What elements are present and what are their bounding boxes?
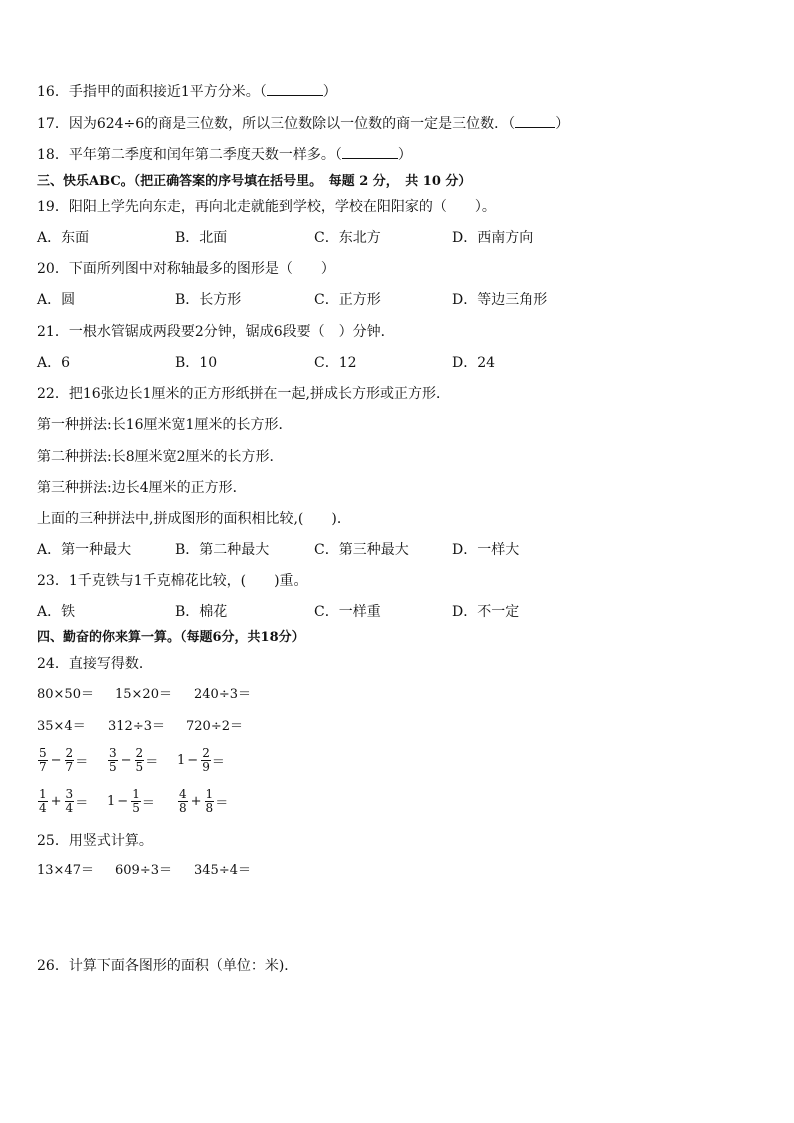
q20-option-a[interactable]: A．圆 <box>37 292 76 308</box>
q19-option-c[interactable]: C．东北方 <box>314 230 381 246</box>
q20-option-c[interactable]: C．正方形 <box>314 292 381 308</box>
q19-option-d[interactable]: D．西南方向 <box>452 230 534 246</box>
q19-option-a[interactable]: A．东面 <box>37 230 90 246</box>
q23-option-d[interactable]: D．不一定 <box>452 604 520 620</box>
q22-option-b[interactable]: B．第二种最大 <box>175 542 270 558</box>
calc-item: 80×50＝ <box>37 687 94 702</box>
q23-option-a[interactable]: A．铁 <box>37 604 76 620</box>
calc-item: 35×4＝ <box>37 719 86 734</box>
fraction-expression: 1 − $\frac{2}{9}$ ＝ <box>177 746 225 774</box>
q22-method-1: 第一种拼法:长16厘米宽1厘米的长方形． <box>37 417 293 433</box>
q22-method-2: 第二种拼法:长8厘米宽2厘米的长方形． <box>37 449 284 465</box>
bracket-close: ） <box>397 147 412 163</box>
q23-option-b[interactable]: B．棉花 <box>175 604 228 620</box>
bracket-close: ） <box>555 116 570 132</box>
q20-option-d[interactable]: D．等边三角形 <box>452 292 548 308</box>
question-22: 22．把16张边长1厘米的正方形纸拼在一起,拼成长方形或正方形． <box>37 386 450 402</box>
answer-blank[interactable] <box>267 83 323 96</box>
question-text: 16．手指甲的面积接近1平方分米。（ <box>37 84 267 100</box>
question-18 <box>37 146 412 164</box>
answer-blank[interactable] <box>515 115 555 128</box>
fraction: $\frac{1}{4}$ <box>39 787 47 815</box>
calc-item: 345÷4＝ <box>194 863 251 878</box>
question-text: 17．因为624÷6的商是三位数，所以三位数除以一位数的商一定是三位数．（ <box>37 116 516 132</box>
q23-option-c[interactable]: C．一样重 <box>314 604 381 620</box>
q19-option-b[interactable]: B．北面 <box>175 230 228 246</box>
question-25: 25．用竖式计算。 <box>37 833 153 849</box>
q21-option-c[interactable]: C．12 <box>314 355 357 371</box>
answer-blank[interactable] <box>342 146 398 159</box>
fraction: $\frac{3}{5}$ <box>109 746 117 774</box>
question-16 <box>37 83 337 101</box>
fraction: $\frac{2}{5}$ <box>135 746 144 774</box>
fraction: $\frac{1}{8}$ <box>205 787 214 815</box>
question-17 <box>37 115 569 133</box>
fraction: $\frac{4}{8}$ <box>179 787 187 815</box>
calc-item: 720÷2＝ <box>186 719 243 734</box>
q22-method-3: 第三种拼法:边长4厘米的正方形． <box>37 480 247 496</box>
q22-question: 上面的三种拼法中,拼成图形的面积相比较,( )． <box>37 511 351 527</box>
fraction: $\frac{2}{9}$ <box>202 746 210 774</box>
calc-item: 13×47＝ <box>37 863 94 878</box>
fraction-expression: $\frac{4}{8}$ + $\frac{1}{8}$ ＝ <box>179 787 229 815</box>
question-19: 19．阳阳上学先向东走，再向北走就能到学校，学校在阳阳家的（ ）。 <box>37 199 496 215</box>
question-23: 23．1千克铁与1千克棉花比较，( )重。 <box>37 573 308 589</box>
q20-option-b[interactable]: B．长方形 <box>175 292 242 308</box>
q21-option-b[interactable]: B．10 <box>175 355 218 371</box>
section-4-title: 四、勤奋的你来算一算。（每题6分，共18分） <box>37 630 305 645</box>
question-26: 26．计算下面各图形的面积（单位：米)． <box>37 958 299 974</box>
fraction: $\frac{3}{4}$ <box>65 787 74 815</box>
calc-item: 312÷3＝ <box>108 719 165 734</box>
section-3-title: 三、快乐ABC。（把正确答案的序号填在括号里。 每题 2 分， 共 10 分） <box>37 174 472 189</box>
fraction: $\frac{5}{7}$ <box>39 746 47 774</box>
fraction-expression: $\frac{1}{4}$ + $\frac{3}{4}$ ＝ <box>39 787 89 815</box>
q22-option-d[interactable]: D．一样大 <box>452 542 520 558</box>
question-text: 18．平年第二季度和闰年第二季度天数一样多。（ <box>37 147 342 163</box>
bracket-close: ） <box>322 84 337 100</box>
fraction-expression: 1 − $\frac{1}{5}$ ＝ <box>107 787 155 815</box>
q22-option-a[interactable]: A．第一种最大 <box>37 542 132 558</box>
fraction: $\frac{2}{7}$ <box>65 746 74 774</box>
question-24: 24．直接写得数． <box>37 656 153 672</box>
calc-item: 15×20＝ <box>115 687 172 702</box>
question-21: 21．一根水管锯成两段要2分钟，锯成6段要（ ）分钟． <box>37 324 395 340</box>
fraction: $\frac{1}{5}$ <box>132 787 140 815</box>
q22-option-c[interactable]: C．第三种最大 <box>314 542 409 558</box>
question-20: 20．下面所列图中对称轴最多的图形是（ ） <box>37 261 335 277</box>
calc-item: 609÷3＝ <box>115 863 172 878</box>
q21-option-a[interactable]: A．6 <box>37 355 71 371</box>
fraction-expression: $\frac{5}{7}$ − $\frac{2}{7}$ ＝ <box>39 746 89 774</box>
q21-option-d[interactable]: D．24 <box>452 355 496 371</box>
calc-item: 240÷3＝ <box>194 687 251 702</box>
fraction-expression: $\frac{3}{5}$ − $\frac{2}{5}$ ＝ <box>109 746 159 774</box>
